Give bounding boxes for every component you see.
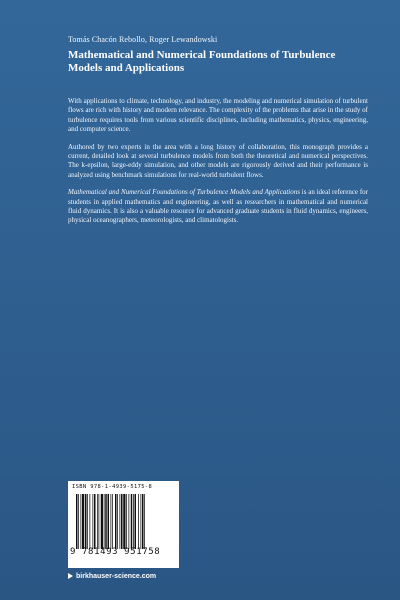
blurb-paragraph-1: With applications to climate, technology, and industry, the modeling and numerical simulation of turbulent flows are rich with history and modern relevance. The complexity of the problems that arise in the study of turbulence requires tools from various scientific disciplines, including mathematics, physics, engineering, and computer science.: [68, 97, 368, 134]
blurb-paragraph-2: Authored by two experts in the area with a long history of collaboration, this monograph provides a current, detailed look at several turbulence models from both the theoretical and numerical perspectives. The k-epsilon, large-eddy simulation, and other models are rigorously derived and their performance is analyzed using benchmark simulations for real-world turbulent flows.: [68, 142, 368, 179]
barcode-icon: [76, 494, 172, 549]
arrow-right-icon: [68, 573, 73, 579]
isbn-label: ISBN 978-1-4939-5175-8: [72, 484, 153, 490]
authors: Tomás Chacón Rebollo, Roger Lewandowski: [68, 35, 218, 44]
barcode-digits: 9 781493 951758: [70, 547, 161, 557]
barcode-panel: [68, 481, 179, 568]
book-title-italic: Mathematical and Numerical Foundations of Turbulence Models and Applications: [68, 188, 300, 197]
publisher-website[interactable]: [68, 571, 156, 581]
blurb-paragraph-3-text: is an ideal reference for students in applied mathematics and engineering, as well as researchers in mathematical and numerical fluid dynamics. It is also a valuable resource for advanced graduate students in fluid dynamics, engineers, physical oceanographers, meteorologists, and climatologists.: [68, 188, 368, 225]
blurb: [68, 97, 368, 234]
blurb-paragraph-3: [68, 188, 368, 226]
book-title: Mathematical and Numerical Foundations of Turbulence Models and Applications: [68, 49, 336, 74]
website-link[interactable]: birkhauser-science.com: [76, 572, 157, 580]
